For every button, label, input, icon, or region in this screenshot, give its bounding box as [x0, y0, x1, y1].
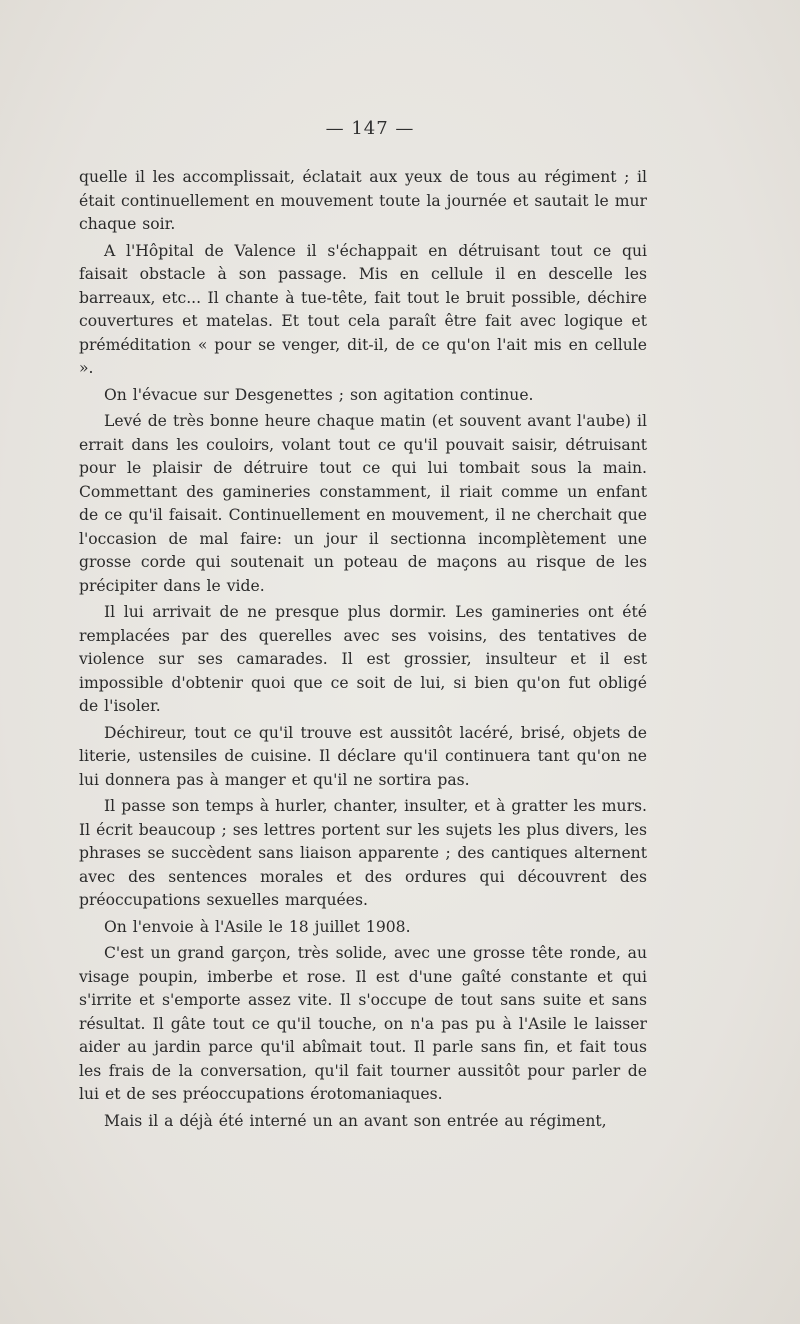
paragraph-4: Levé de très bonne heure chaque matin (et souvent avant l'aube) il errait dans les couloirs, volant tout ce qu'il pouvait saisir, détruisant pour le plaisir de détruire tout ce qui lui tombait sous la main. Commettant des gamineries constamment, il riait comme un enfant de ce qu'il faisait. Continuellement en mouvement, il ne cherchait que l'occasion de mal faire: un jour il sectionna incomplètement une grosse corde qui soutenait un poteau de maçons au risque de les précipiter dans le vide. [79, 412, 647, 595]
paragraph-7: Il passe son temps à hurler, chanter, insulter, et à gratter les murs. Il écrit beaucoup ; ses lettres portent sur les sujets les plus divers, les phrases se succèdent sans liaison apparente ; des cantiques alternent avec des sentences morales et des ordures qui découvrent des préoccupations sexuelles marquées. [79, 797, 647, 909]
paragraph-3: On l'évacue sur Desgenettes ; son agitation continue. [104, 385, 534, 404]
page-number: — 147 — [325, 118, 415, 139]
paragraph-10: Mais il a déjà été interné un an avant son entrée au régiment, [104, 1111, 607, 1130]
body-text [79, 166, 647, 1136]
paragraph-8: On l'envoie à l'Asile le 18 juillet 1908. [104, 917, 411, 936]
paragraph-5: Il lui arrivait de ne presque plus dormir. Les gamineries ont été remplacées par des querelles avec ses voisins, des tentatives de violence sur ses camarades. Il est grossier, insulteur et il est impossible d'obtenir quoi que ce soit de lui, si bien qu'on fut obligé de l'isoler. [79, 603, 647, 715]
paragraph-9: C'est un grand garçon, très solide, avec une grosse tête ronde, au visage poupin, imberbe et rose. Il est d'une gaîté constante et qui s'irrite et s'emporte assez vite. Il s'occupe de tout sans suite et sans résultat. Il gâte tout ce qu'il touche, on n'a pas pu à l'Asile le laisser aider au jardin parce qu'il abîmait tout. Il parle sans fin, et fait tous les frais de la conversation, qu'il fait tourner aussitôt pour parler de lui et de ses préoccupations érotomaniaques. [79, 944, 647, 1103]
paragraph-1: quelle il les accomplissait, éclatait aux yeux de tous au régiment ; il était continuellement en mouvement toute la journée et sautait le mur chaque soir. [79, 168, 647, 233]
paragraph-2: A l'Hôpital de Valence il s'échappait en détruisant tout ce qui faisait obstacle à son passage. Mis en cellule il en descelle les barreaux, etc... Il chante à tue-tête, fait tout le bruit possible, déchire couvertures et matelas. Et tout cela paraît être fait avec logique et préméditation « pour se venger, dit-il, de ce qu'on l'ait mis en cellule ». [79, 241, 647, 377]
paragraph-6: Déchireur, tout ce qu'il trouve est aussitôt lacéré, brisé, objets de literie, ustensiles de cuisine. Il déclare qu'il continuera tant qu'on ne lui donnera pas à manger et qu'il ne sortira pas. [79, 723, 647, 789]
